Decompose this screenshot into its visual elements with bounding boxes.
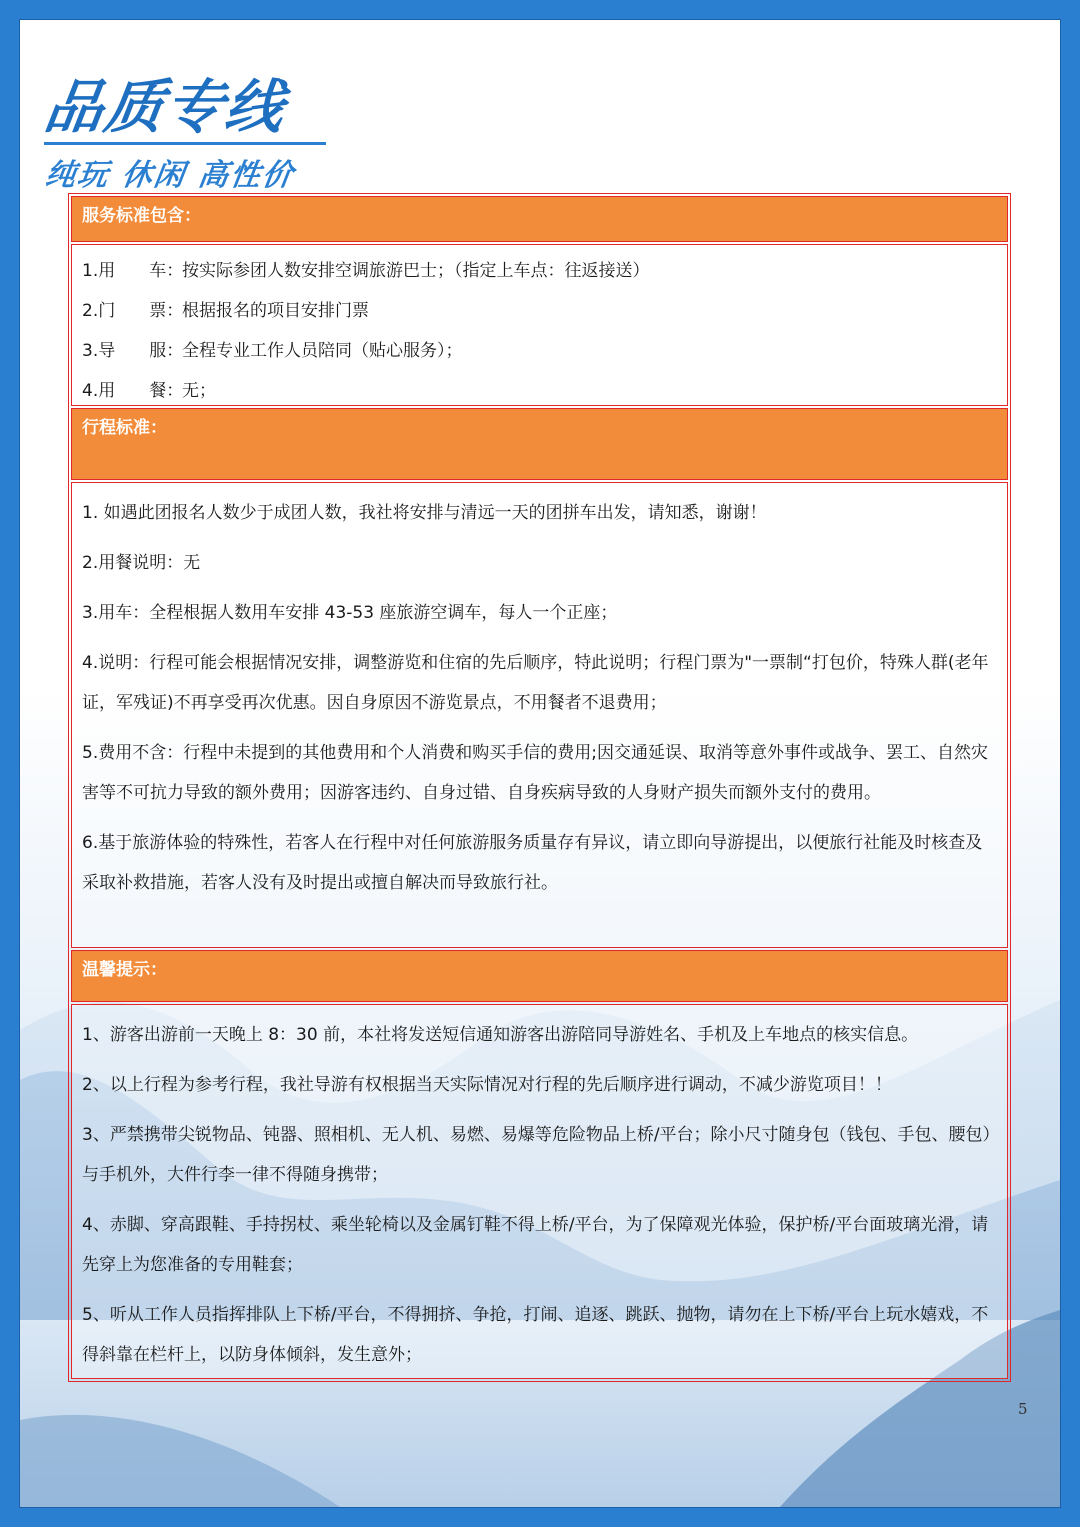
tip-item: 5、听从工作人员指挥排队上下桥/平台，不得拥挤、争抢，打闹、追逐、跳跃、抛物，请勿在上下桥/平台上玩水嬉戏，不得斜靠在栏杆上，以防身体倾斜，发生意外；	[82, 1305, 989, 1365]
service-heading: 服务标准包含：	[71, 196, 1008, 242]
tips-section	[71, 1004, 1008, 1379]
itinerary-section	[71, 482, 1008, 948]
tip-item: 2、以上行程为参考行程，我社导游有权根据当天实际情况对行程的先后顺序进行调动，不减少游览项目！！	[82, 1075, 892, 1095]
tip-item: 4、赤脚、穿高跟鞋、手持拐杖、乘坐轮椅以及金属钉鞋不得上桥/平台，为了保障观光体验，保护桥/平台面玻璃光滑，请先穿上为您准备的专用鞋套；	[82, 1215, 989, 1275]
service-item	[82, 291, 997, 331]
itinerary-item: 2.用餐说明：无	[82, 553, 201, 573]
service-section	[71, 244, 1008, 406]
service-item	[82, 251, 997, 291]
page-number: 5	[1018, 1400, 1028, 1418]
service-item	[82, 331, 997, 371]
itinerary-item: 1. 如遇此团报名人数少于成团人数，我社将安排与清远一天的团拼车出发，请知悉，谢谢！	[82, 503, 767, 523]
itinerary-heading: 行程标准：	[71, 408, 1008, 480]
brand-title: 品质专线	[40, 73, 291, 141]
brand-divider	[44, 142, 326, 145]
service-item-label: 3.导 服：	[82, 341, 184, 361]
service-item-text: 无；	[182, 381, 216, 401]
tip-item: 1、游客出游前一天晚上 8：30 前，本社将发送短信通知游客出游陪同导游姓名、手机及上车地点的核实信息。	[82, 1025, 919, 1045]
service-item-text: 按实际参团人数安排空调旅游巴士；（指定上车点：往返接送）	[182, 261, 650, 281]
service-item	[82, 371, 997, 411]
brand-header	[40, 50, 364, 200]
itinerary-item: 3.用车：全程根据人数用车安排 43-53 座旅游空调车，每人一个正座；	[82, 603, 618, 623]
service-item-label: 4.用 餐：	[82, 381, 184, 401]
service-item-text: 全程专业工作人员陪同（贴心服务）；	[182, 341, 463, 361]
tips-heading: 温馨提示：	[71, 950, 1008, 1002]
tip-item: 3、严禁携带尖锐物品、钝器、照相机、无人机、易燃、易爆等危险物品上桥/平台；除小尺寸随身包（钱包、手包、腰包）与手机外，大件行李一律不得随身携带；	[82, 1125, 992, 1185]
itinerary-item: 5.费用不含：行程中未提到的其他费用和个人消费和购买手信的费用;因交通延误、取消等意外事件或战争、罢工、自然灾害等不可抗力导致的额外费用；因游客违约、自身过错、自身疾病导致的人身财产损失而额外支付的费用。	[82, 743, 988, 803]
service-item-label: 2.门 票：	[82, 301, 184, 321]
itinerary-item: 6.基于旅游体验的特殊性，若客人在行程中对任何旅游服务质量存有异议，请立即向导游提出，以便旅行社能及时核查及采取补救措施，若客人没有及时提出或擅自解决而导致旅行社。	[82, 833, 983, 893]
itinerary-item: 4.说明：行程可能会根据情况安排，调整游览和住宿的先后顺序，特此说明；行程门票为"一票制“打包价，特殊人群(老年证，军残证)不再享受再次优惠。因自身原因不游览景点，不用餐者不退费用；	[82, 653, 989, 713]
service-item-text: 根据报名的项目安排门票	[182, 301, 369, 321]
itinerary-table	[68, 193, 1011, 1382]
service-item-label: 1.用 车：	[82, 261, 184, 281]
brand-subtitle: 纯玩 休闲 高性价	[43, 158, 297, 193]
